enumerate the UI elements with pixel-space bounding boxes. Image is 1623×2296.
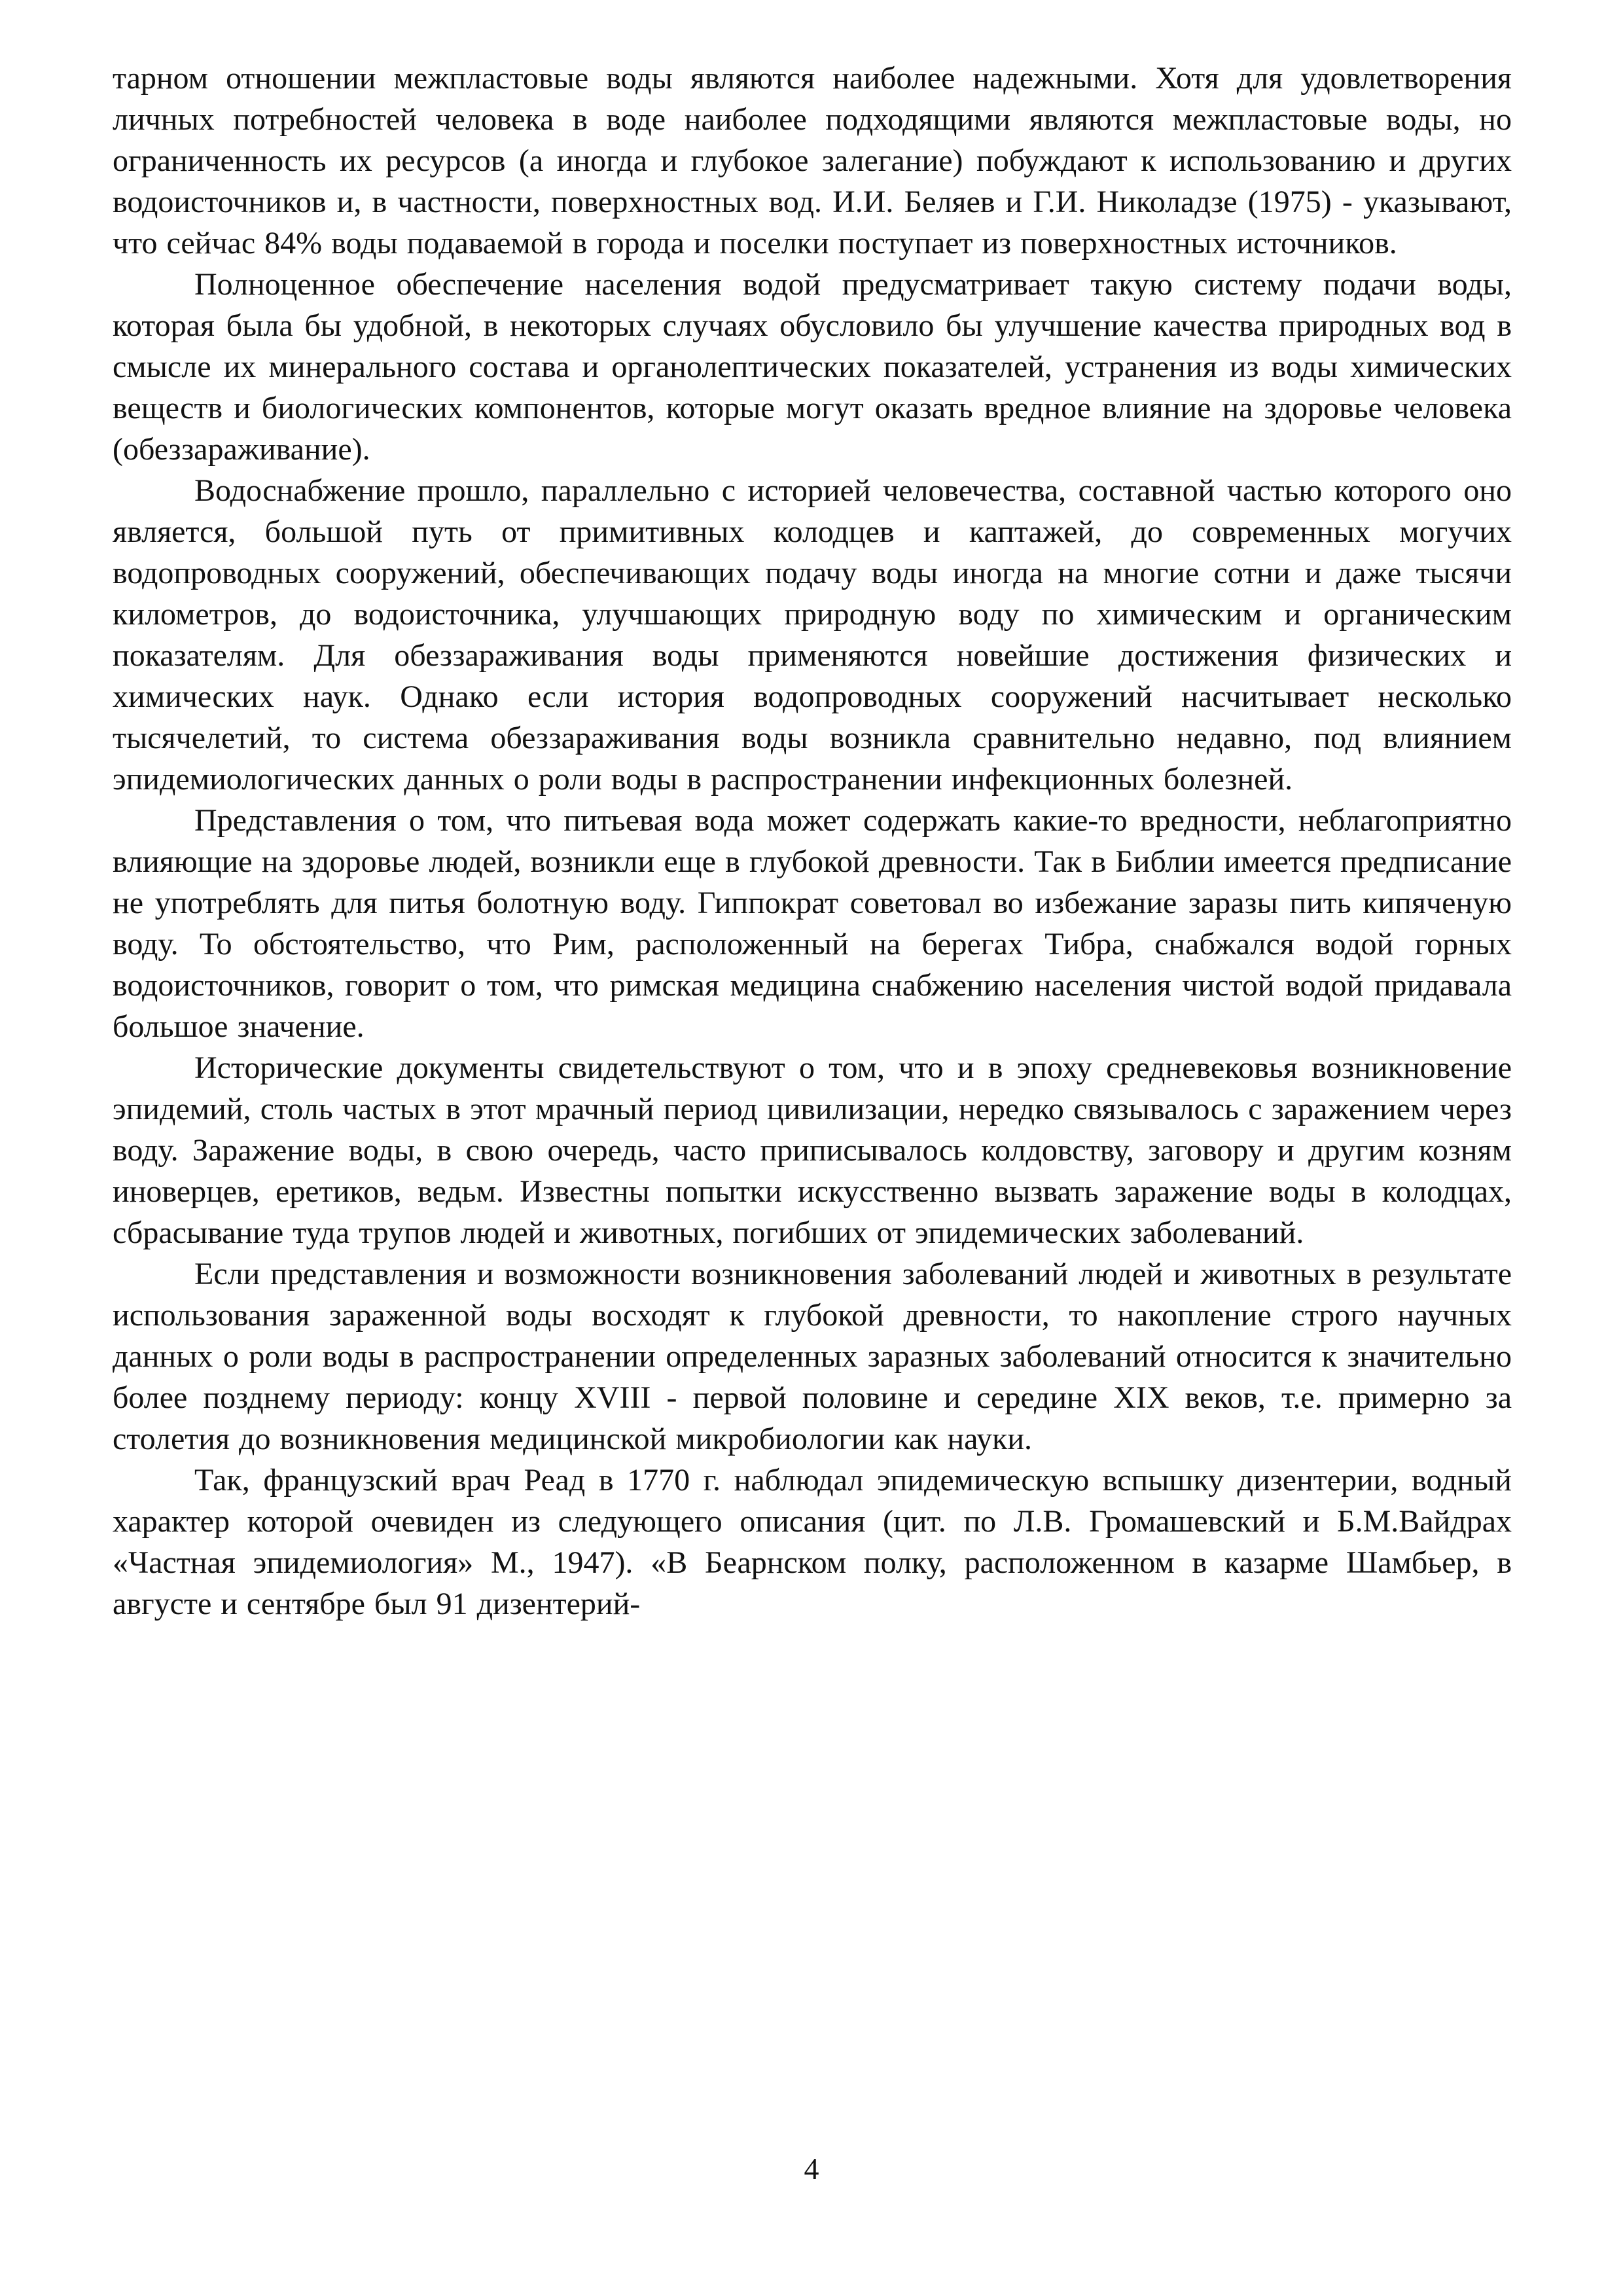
- paragraph: тарном отношении межпластовые воды являются наиболее надежными. Хотя для удовлетворения личных потребностей человека в воде наиболее подходящими являются межпластовые воды, но ограниченность их ресурсов (а иногда и глубокое залегание) побуждают к использованию и других водоисточников и, в частности, поверхностных вод. И.И. Беляев и Г.И. Николадзе (1975) - указывают, что сейчас 84% воды подаваемой в города и поселки поступает из поверхностных источников.: [113, 61, 1512, 260]
- paragraph: Если представления и возможности возникновения заболеваний людей и животных в результате использования зараженной воды восходят к глубокой древности, то накопление строго научных данных о роли воды в распространении определенных заразных заболеваний относится к значительно более позднему периоду: концу XVIII - первой половине и середине XIX веков, т.е. примерно за столетия до возникновения медицинской микробиологии как науки.: [113, 1257, 1512, 1456]
- page-number: 4: [804, 2152, 819, 2185]
- paragraph: Представления о том, что питьевая вода может содержать какие-то вредности, неблагоприятно влияющие на здоровье людей, возникли еще в глубокой древности. Так в Библии имеется предписание не употреблять для питья болотную воду. Гиппократ советовал во избежание заразы пить кипяченую воду. То обстоятельство, что Рим, расположенный на берегах Тибра, снабжался водой горных водоисточников, говорит о том, что римская медицина снабжению населения чистой водой придавала большое значение.: [113, 803, 1512, 1044]
- paragraph: Так, французский врач Реад в 1770 г. наблюдал эпидемическую вспышку дизентерии, водный характер которой очевиден из следующего описания (цит. по Л.В. Громашевский и Б.М.Вайдрах «Частная эпидемиология» М., 1947). «В Беарнском полку, расположенном в казарме Шамбьер, в августе и сентябре был 91 дизентерий-: [113, 1463, 1512, 1621]
- body-text: [113, 58, 1512, 1624]
- paragraph: Водоснабжение прошло, параллельно с историей человечества, составной частью которого оно является, большой путь от примитивных колодцев и каптажей, до современных могучих водопроводных сооружений, обеспечивающих подачу воды иногда на многие сотни и даже тысячи километров, до водоисточника, улучшающих природную воду по химическим и органическим показателям. Для обеззараживания воды применяются новейшие достижения физических и химических наук. Однако если история водопроводных сооружений насчитывает несколько тысячелетий, то система обеззараживания воды возникла сравнительно недавно, под влиянием эпидемиологических данных о роли воды в распространении инфекционных болезней.: [113, 473, 1512, 797]
- paragraph: Исторические документы свидетельствуют о том, что и в эпоху средневековья возникновение эпидемий, столь частых в этот мрачный период цивилизации, нередко связывалось с заражением через воду. Заражение воды, в свою очередь, часто приписывалось колдовству, заговору и другим козням иноверцев, еретиков, ведьм. Известны попытки искусственно вызвать заражение воды в колодцах, сбрасывание туда трупов людей и животных, погибших от эпидемических заболеваний.: [113, 1050, 1512, 1250]
- paragraph: Полноценное обеспечение населения водой предусматривает такую систему подачи воды, которая была бы удобной, в некоторых случаях обусловило бы улучшение качества природных вод в смысле их минерального состава и органолептических показателей, устранения из воды химических веществ и биологических компонентов, которые могут оказать вредное влияние на здоровье человека (обеззараживание).: [113, 267, 1512, 467]
